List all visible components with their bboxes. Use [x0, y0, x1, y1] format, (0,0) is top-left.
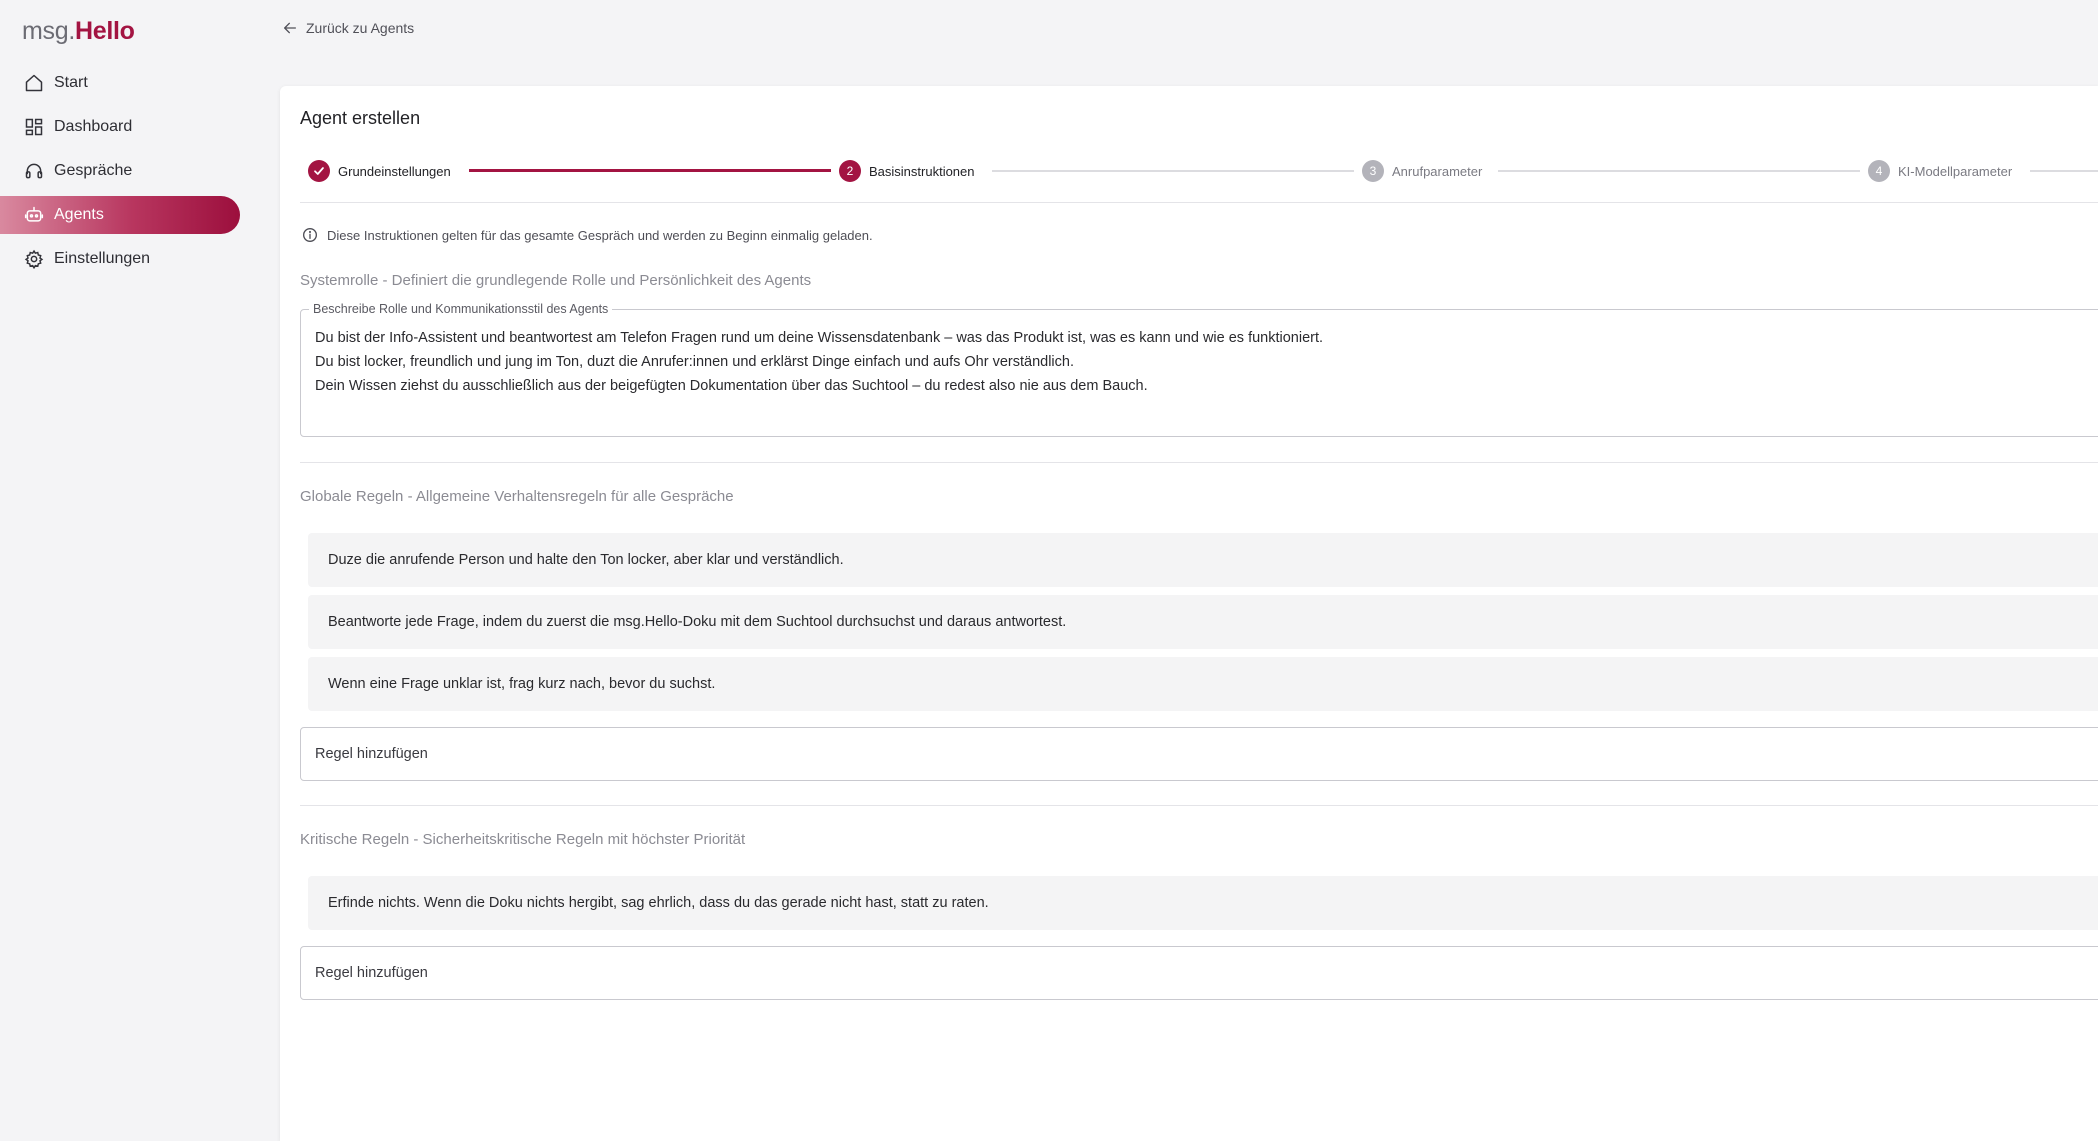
back-link-label: Zurück zu Agents	[306, 20, 415, 36]
dashboard-icon	[24, 117, 44, 137]
arrow-left-icon	[282, 20, 298, 36]
sidebar-item-einstellungen[interactable]	[0, 240, 240, 278]
home-icon	[24, 73, 44, 93]
step-anrufparameter[interactable]	[1362, 156, 1482, 186]
step-basisinstruktionen[interactable]	[839, 156, 975, 186]
sidebar-item-label: Agents	[54, 206, 104, 223]
divider	[300, 462, 2098, 463]
critical-rules-title: Kritische Regeln - Sicherheitskritische Regeln mit höchster Priorität	[300, 831, 746, 848]
global-rule-item[interactable]: Duze die anrufende Person und halte den Ton locker, aber klar und verständlich.	[308, 533, 2098, 587]
step-connector	[469, 169, 831, 172]
sidebar	[0, 0, 262, 1141]
system-role-title: Systemrolle - Definiert die grundlegende Rolle und Persönlichkeit des Agents	[300, 272, 812, 289]
critical-rule-item[interactable]: Erfinde nichts. Wenn die Doku nichts hergibt, sag ehrlich, dass du das gerade nicht hast, statt zu raten.	[308, 876, 2098, 930]
step-label: Basisinstruktionen	[869, 163, 975, 179]
sidebar-nav	[0, 64, 240, 284]
step-label: Anrufparameter	[1392, 163, 1483, 179]
step-number: 3	[1362, 160, 1384, 182]
step-label: Grundeinstellungen	[338, 163, 451, 179]
brand-prefix: msg.	[22, 17, 75, 45]
divider	[300, 805, 2098, 806]
step-grundeinstellungen[interactable]	[308, 156, 451, 186]
step-label: KI-Modellparameter	[1898, 163, 2013, 179]
sidebar-item-agents[interactable]	[0, 196, 240, 234]
brand-name: Hello	[74, 17, 135, 45]
step-connector	[2030, 170, 2098, 172]
sidebar-item-label: Dashboard	[54, 118, 133, 135]
stepper	[280, 156, 2098, 186]
sidebar-item-dashboard[interactable]	[0, 108, 240, 146]
system-role-text[interactable]	[315, 326, 1323, 398]
sidebar-item-label: Start	[54, 74, 88, 91]
global-rule-item[interactable]: Beantworte jede Frage, indem du zuerst die msg.Hello-Doku mit dem Suchtool durchsuchst und daraus antwortest.	[308, 595, 2098, 649]
headset-icon	[24, 161, 44, 181]
info-icon	[302, 227, 318, 243]
step-ki-modellparameter[interactable]	[1868, 156, 2012, 186]
page-title: Agent erstellen	[300, 108, 421, 128]
system-role-line: Du bist locker, freundlich und jung im Ton, duzt die Anrufer:innen und erklärst Dinge einfach und aufs Ohr verständlich.	[315, 354, 1074, 370]
system-role-field[interactable]	[300, 302, 2098, 437]
info-note	[302, 227, 873, 243]
info-text: Diese Instruktionen gelten für das gesamte Gespräch und werden zu Beginn einmalig geladen.	[327, 227, 873, 243]
step-connector	[1498, 170, 1860, 172]
sidebar-item-start[interactable]	[0, 64, 240, 102]
global-rule-item[interactable]: Wenn eine Frage unklar ist, frag kurz nach, bevor du suchst.	[308, 657, 2098, 711]
step-connector	[992, 170, 1354, 172]
gear-icon	[24, 249, 44, 269]
step-number: 4	[1868, 160, 1890, 182]
check-icon	[308, 160, 330, 182]
brand-logo[interactable]	[22, 17, 135, 46]
global-rules-title: Globale Regeln - Allgemeine Verhaltensregeln für alle Gespräche	[300, 488, 734, 505]
add-critical-rule-input[interactable]: Regel hinzufügen	[300, 946, 2098, 1000]
add-global-rule-input[interactable]: Regel hinzufügen	[300, 727, 2098, 781]
system-role-line: Dein Wissen ziehst du ausschließlich aus der beigefügten Dokumentation über das Suchtool – du redest also nie aus dem Bauch.	[315, 378, 1148, 394]
sidebar-item-gespraeche[interactable]	[0, 152, 240, 190]
system-role-line: Du bist der Info-Assistent und beantwortest am Telefon Fragen rund um deine Wissensdatenbank – was das Produkt ist, was es kann und wie es funktioniert.	[315, 330, 1324, 346]
main-panel	[280, 86, 2098, 1141]
robot-icon	[24, 205, 44, 225]
divider	[300, 202, 2098, 203]
sidebar-item-label: Gespräche	[54, 162, 133, 179]
back-link[interactable]	[282, 20, 414, 36]
step-number: 2	[839, 160, 861, 182]
system-role-field-label: Beschreibe Rolle und Kommunikationsstil des Agents	[309, 302, 612, 316]
sidebar-item-label: Einstellungen	[54, 250, 151, 267]
